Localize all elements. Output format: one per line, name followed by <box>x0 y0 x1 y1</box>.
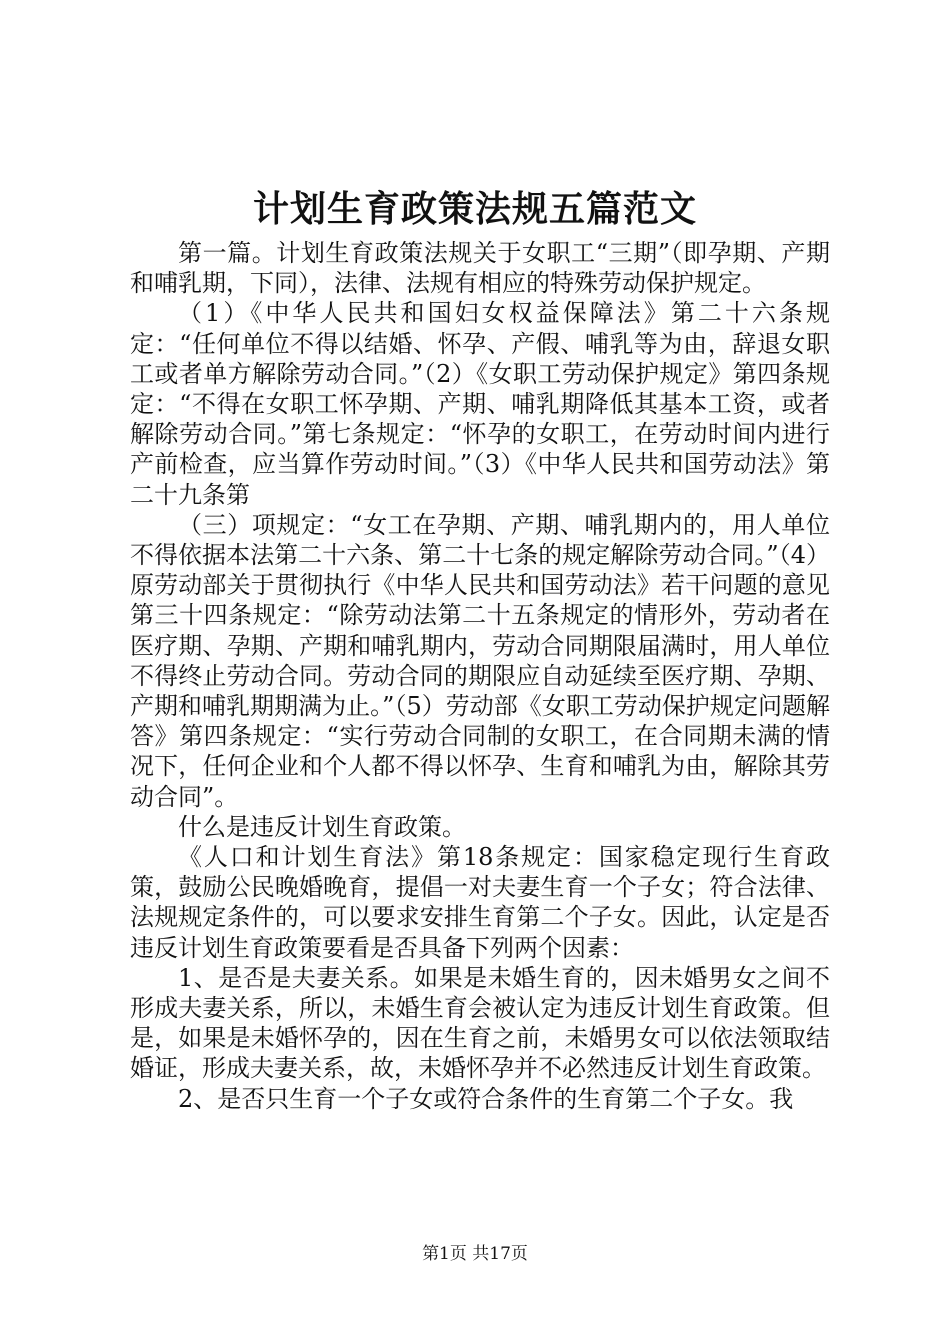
paragraph-6: 1、是否是夫妻关系。如果是未婚生育的，因未婚男女之间不形成夫妻关系，所以，未婚生育会被认定为违反计划生育政策。但是，如果是未婚怀孕的，因在生育之前，未婚男女可以依法领取结婚证，形成夫妻关系，故，未婚怀孕并不必然违反计划生育政策。 <box>130 963 830 1083</box>
paragraph-5: 《人口和计划生育法》第18条规定：国家稳定现行生育政策，鼓励公民晚婚晚育，提倡一对夫妻生育一个子女；符合法律、法规规定条件的，可以要求安排生育第二个子女。因此，认定是否违反计划生育政策要看是否具备下列两个因素： <box>130 843 830 962</box>
paragraph-1: 第一篇。计划生育政策法规关于女职工“三期”（即孕期、产期和哺乳期，下同），法律、法规有相应的特殊劳动保护规定。 <box>130 239 830 298</box>
paragraph-2: （1）《中华人民共和国妇女权益保障法》第二十六条规定：“任何单位不得以结婚、怀孕、产假、哺乳等为由，辞退女职工或者单方解除劳动合同。”（2）《女职工劳动保护规定》第四条规定：“不得在女职工怀孕期、产期、哺乳期降低其基本工资，或者解除劳动合同。”第七条规定：“怀孕的女职工，在劳动时间内进行产前检查，应当算作劳动时间。”（3）《中华人民共和国劳动法》第二十九条第 <box>130 299 830 509</box>
document-title: 计划生育政策法规五篇范文 <box>252 188 697 230</box>
paragraph-4: 什么是违反计划生育政策。 <box>178 812 466 841</box>
paragraph-7: 2、是否只生育一个子女或符合条件的生育第二个子女。我 <box>178 1084 794 1113</box>
page-footer: 第1页 共17页 <box>422 1244 528 1264</box>
document-body <box>130 238 830 1114</box>
paragraph-3: （三）项规定：“女工在孕期、产期、哺乳期内的，用人单位不得依据本法第二十六条、第二十七条的规定解除劳动合同。”（4）原劳动部关于贯彻执行《中华人民共和国劳动法》若干问题的意见第三十四条规定：“除劳动法第二十五条规定的情形外，劳动者在医疗期、孕期、产期和哺乳期内，劳动合同期限届满时，用人单位不得终止劳动合同。劳动合同的期限应自动延续至医疗期、孕期、产期和哺乳期期满为止。”（5）劳动部《女职工劳动保护规定问题解答》第四条规定：“实行劳动合同制的女职工，在合同期未满的情况下，任何企业和个人都不得以怀孕、生育和哺乳为由，解除其劳动合同”。 <box>130 510 830 811</box>
